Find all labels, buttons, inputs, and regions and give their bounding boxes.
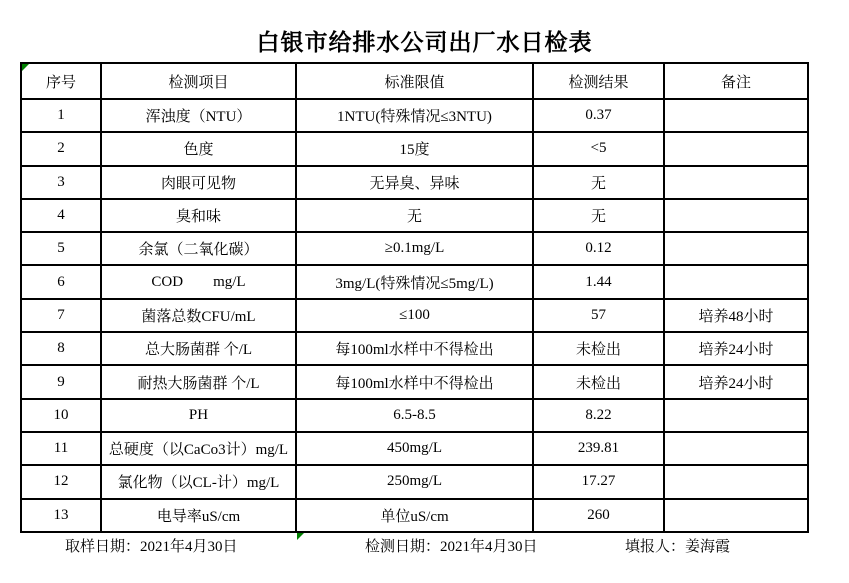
- cell-item: PH: [101, 399, 296, 432]
- cell-limit: 3mg/L(特殊情况≤5mg/L): [296, 265, 533, 298]
- cell-limit: ≥0.1mg/L: [296, 232, 533, 265]
- table-row: [21, 166, 808, 199]
- inspection-table: [20, 62, 809, 533]
- table-row: [21, 499, 808, 532]
- cell-remark: [664, 265, 808, 298]
- cell-no: 11: [21, 432, 101, 465]
- cell-result: 1.44: [533, 265, 664, 298]
- cell-result: 239.81: [533, 432, 664, 465]
- cell-limit: 15度: [296, 132, 533, 165]
- cell-remark: [664, 132, 808, 165]
- cell-item: 菌落总数CFU/mL: [101, 299, 296, 332]
- cell-remark: [664, 199, 808, 232]
- cell-item: 耐热大肠菌群 个/L: [101, 365, 296, 398]
- table-row: [21, 265, 808, 298]
- cell-result: 无: [533, 199, 664, 232]
- cell-result: 0.37: [533, 99, 664, 132]
- cell-result: 8.22: [533, 399, 664, 432]
- cell-no: 8: [21, 332, 101, 365]
- cell-limit: 1NTU(特殊情况≤3NTU): [296, 99, 533, 132]
- cell-item: 电导率uS/cm: [101, 499, 296, 532]
- cell-no: 9: [21, 365, 101, 398]
- table-row: [21, 232, 808, 265]
- cell-no: 12: [21, 465, 101, 498]
- cell-result: 0.12: [533, 232, 664, 265]
- cell-limit: ≤100: [296, 299, 533, 332]
- cell-limit: 6.5-8.5: [296, 399, 533, 432]
- cell-limit: 无: [296, 199, 533, 232]
- table-row: [21, 332, 808, 365]
- cell-remark: [664, 432, 808, 465]
- cell-no: 5: [21, 232, 101, 265]
- cell-remark: [664, 166, 808, 199]
- cell-limit: 单位uS/cm: [296, 499, 533, 532]
- table-row: [21, 299, 808, 332]
- cell-item: 氯化物（以CL-计）mg/L: [101, 465, 296, 498]
- cell-limit: 450mg/L: [296, 432, 533, 465]
- cell-remark: [664, 232, 808, 265]
- reporter-label: 填报人：姜海霞: [625, 539, 731, 555]
- cell-result: 57: [533, 299, 664, 332]
- excel-error-indicator-icon: [22, 64, 29, 71]
- cell-no: 13: [21, 499, 101, 532]
- table-row: [21, 132, 808, 165]
- cell-no: 2: [21, 132, 101, 165]
- cell-no: 3: [21, 166, 101, 199]
- cell-item: 余氯（二氧化碳）: [101, 232, 296, 265]
- table-row: [21, 365, 808, 398]
- table-row: [21, 432, 808, 465]
- cell-remark: [664, 99, 808, 132]
- header-cell-no: [21, 63, 101, 99]
- cell-result: 未检出: [533, 332, 664, 365]
- cell-limit: 无异臭、异味: [296, 166, 533, 199]
- cell-result: 17.27: [533, 465, 664, 498]
- cell-limit: 250mg/L: [296, 465, 533, 498]
- cell-item: 色度: [101, 132, 296, 165]
- table-row: [21, 465, 808, 498]
- header-cell-limit: 标准限值: [296, 63, 533, 99]
- cell-limit: 每100ml水样中不得检出: [296, 332, 533, 365]
- header-cell-item: 检测项目: [101, 63, 296, 99]
- header-row: [21, 63, 808, 99]
- cell-result: 260: [533, 499, 664, 532]
- cell-remark: [664, 399, 808, 432]
- cell-no: 10: [21, 399, 101, 432]
- sampling-date-label: 取样日期：2021年4月30日: [65, 539, 238, 555]
- cell-result: <5: [533, 132, 664, 165]
- cell-remark: [664, 465, 808, 498]
- cell-item: 浑浊度（NTU）: [101, 99, 296, 132]
- cell-remark: 培养48小时: [664, 299, 808, 332]
- page-title: 白银市给排水公司出厂水日检表: [256, 30, 593, 55]
- cell-item: 总硬度（以CaCo3计）mg/L: [101, 432, 296, 465]
- cell-no: 4: [21, 199, 101, 232]
- cell-no: 6: [21, 265, 101, 298]
- cell-item: 总大肠菌群 个/L: [101, 332, 296, 365]
- table-row: [21, 199, 808, 232]
- table-row: [21, 399, 808, 432]
- cell-limit: 每100ml水样中不得检出: [296, 365, 533, 398]
- test-date-label: 检测日期：2021年4月30日: [365, 539, 538, 555]
- cell-remark: [664, 499, 808, 532]
- cell-remark: 培养24小时: [664, 365, 808, 398]
- header-label-no: 序号: [45, 74, 76, 91]
- cell-item: 肉眼可见物: [101, 166, 296, 199]
- cell-item: 臭和味: [101, 199, 296, 232]
- table-footer: [0, 537, 849, 561]
- cell-item: COD mg/L: [101, 265, 296, 298]
- header-cell-result: 检测结果: [533, 63, 664, 99]
- cell-result: 无: [533, 166, 664, 199]
- table-row: [21, 99, 808, 132]
- header-cell-remark: 备注: [664, 63, 808, 99]
- cell-remark: 培养24小时: [664, 332, 808, 365]
- cell-no: 7: [21, 299, 101, 332]
- cell-no: 1: [21, 99, 101, 132]
- cell-result: 未检出: [533, 365, 664, 398]
